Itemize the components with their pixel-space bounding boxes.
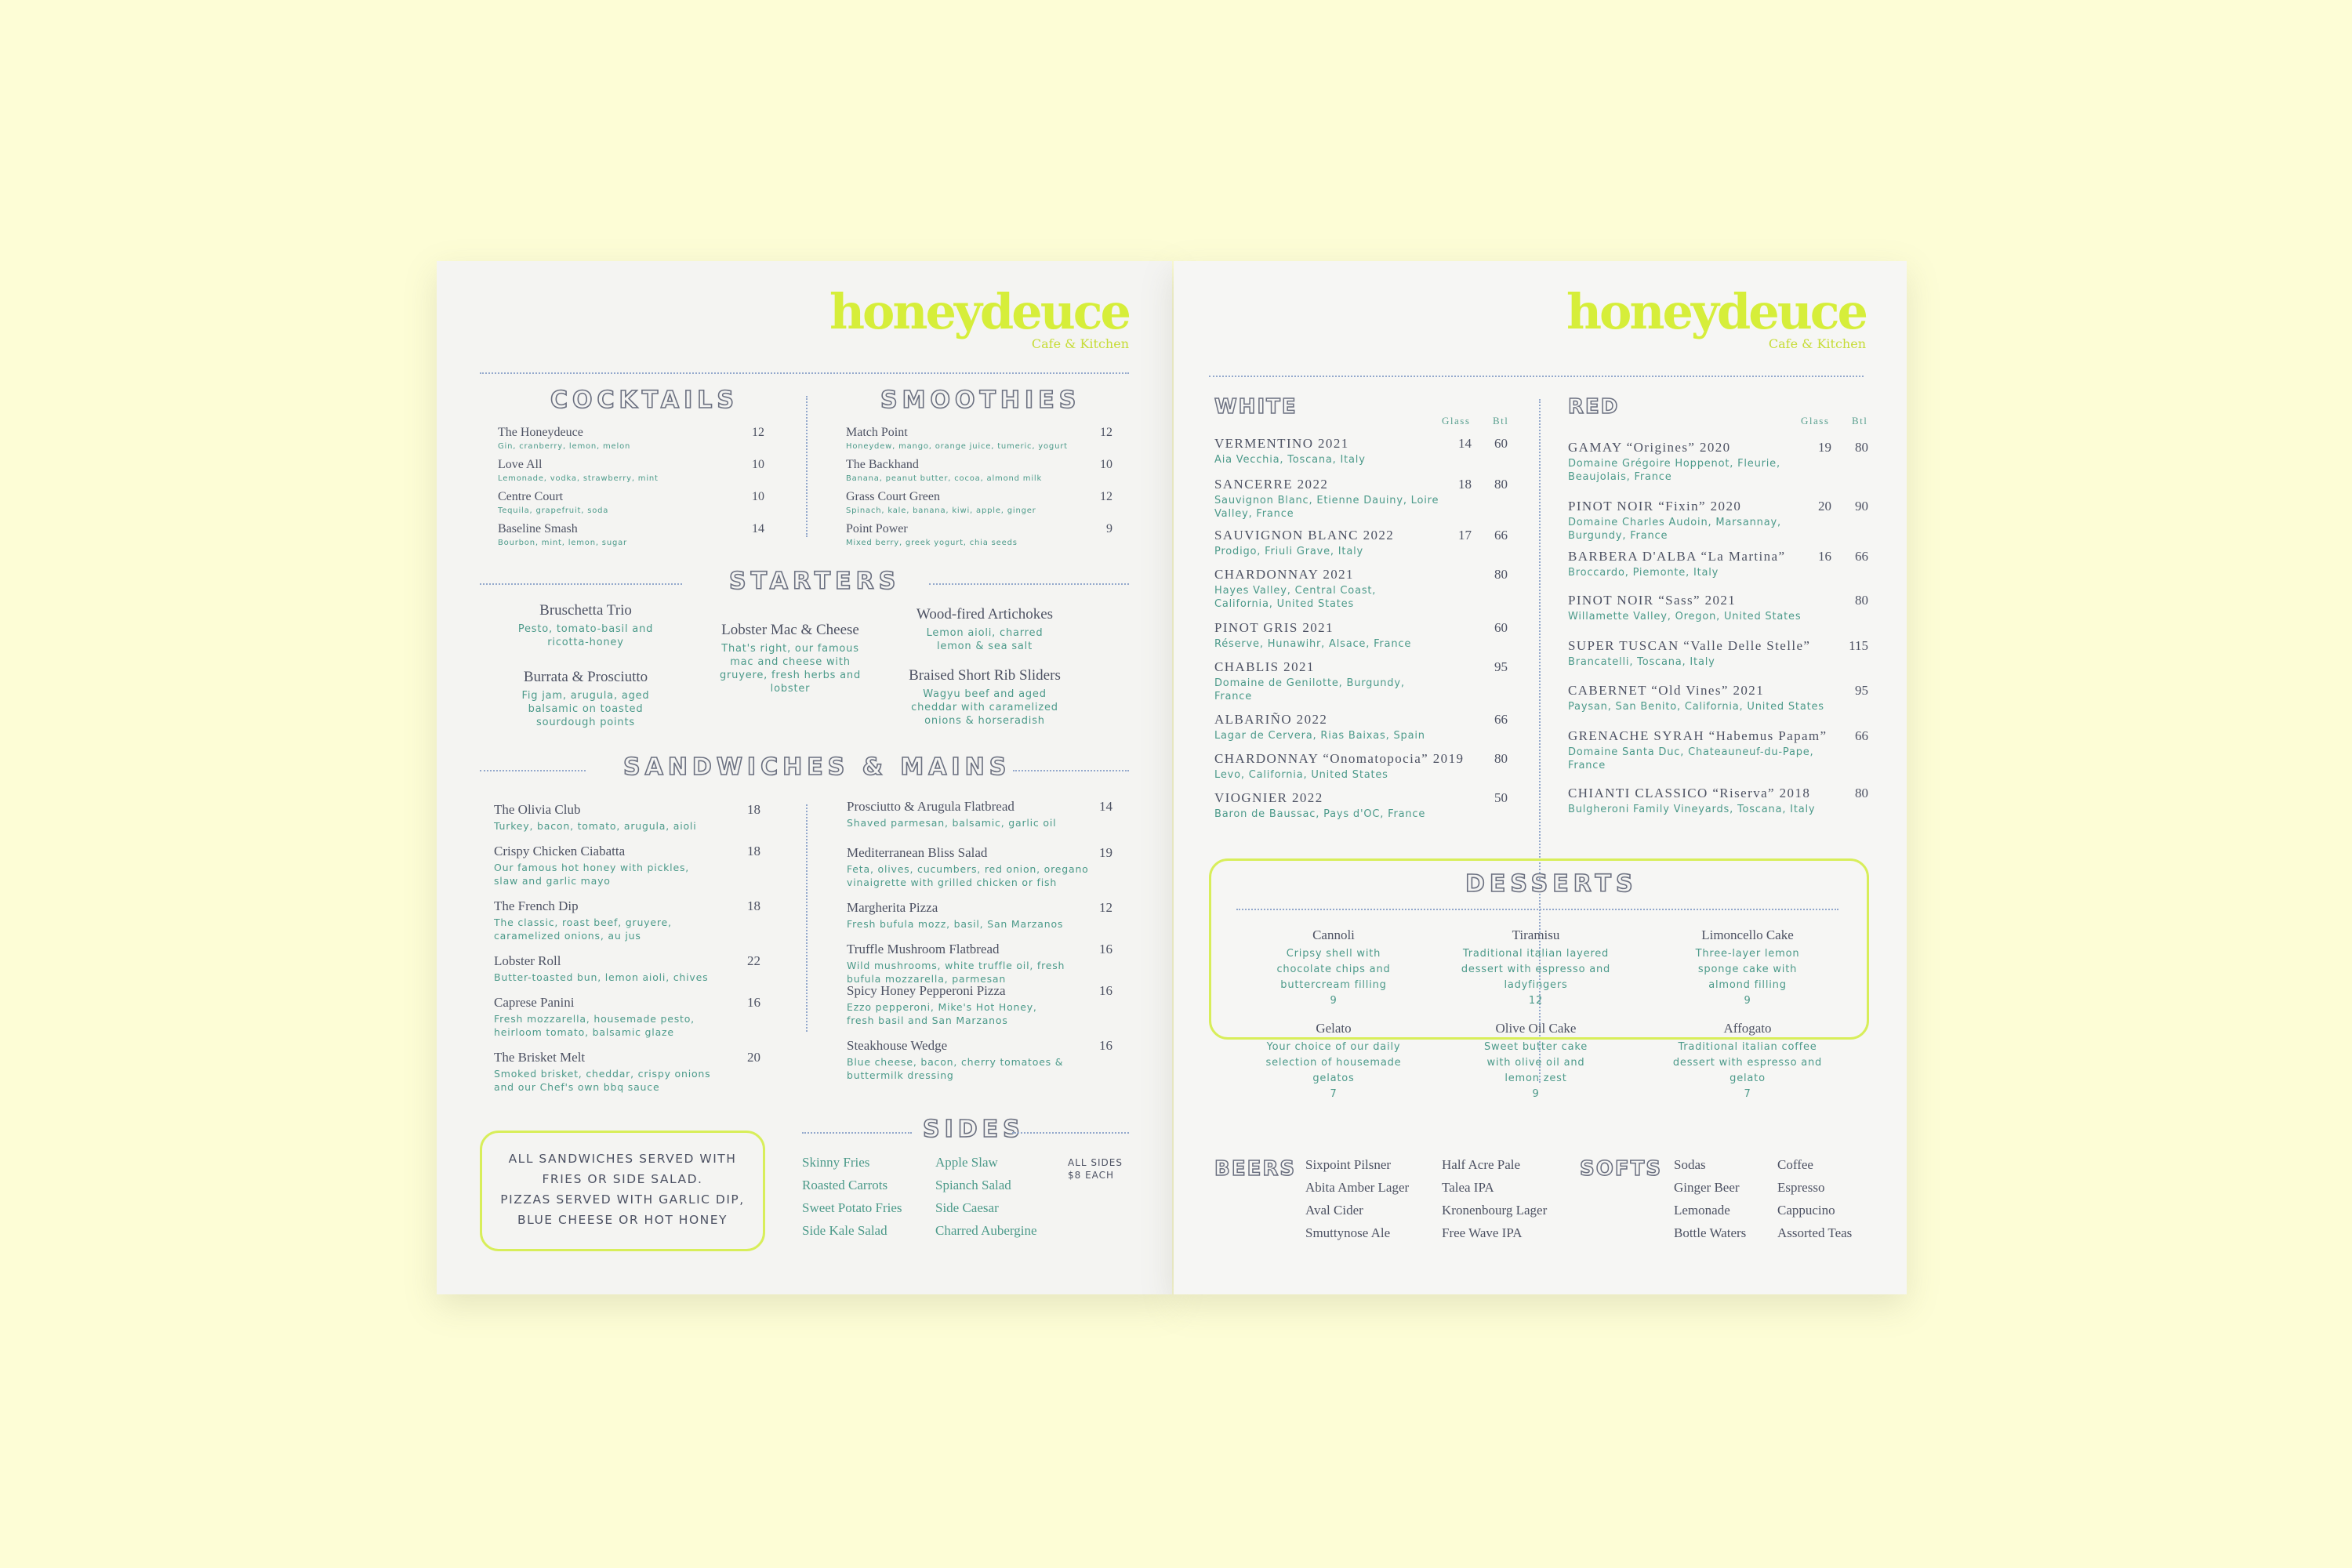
dessert-description: Sweet butter cake: [1483, 1041, 1588, 1053]
item-name: Mediterranean Bliss Salad: [847, 845, 988, 860]
sides-note-line: ALL SIDES: [1068, 1157, 1123, 1168]
wine-bottle-price: 90: [1855, 499, 1868, 514]
wine-bottle-price: 80: [1855, 593, 1868, 608]
item-price: 12: [1100, 426, 1112, 439]
dessert-name: Cannoli: [1312, 927, 1355, 942]
serving-note: [482, 1133, 763, 1230]
divider: [1236, 909, 1838, 910]
menu-page-food: [437, 261, 1172, 1294]
item-price: 19: [1099, 845, 1112, 860]
item-name: Margherita Pizza: [847, 900, 938, 915]
dessert-description: Three-layer lemon: [1695, 948, 1800, 960]
wine-name: CHIANTI CLASSICO “Riserva” 2018: [1568, 786, 1811, 800]
dessert-description: dessert with espresso and: [1672, 1057, 1823, 1069]
section-title-mains: SANDWICHES & MAINS: [623, 753, 1011, 781]
item-price: 18: [747, 844, 760, 858]
wine-bottle-price: 60: [1494, 436, 1508, 451]
brand-tagline: Cafe & Kitchen: [1768, 336, 1866, 351]
item-description: Our famous hot honey with pickles,: [494, 862, 690, 873]
dessert-name: Olive Oil Cake: [1495, 1021, 1577, 1036]
item-price: 18: [747, 802, 760, 817]
brand-block: [1566, 283, 1866, 351]
item-name: Steakhouse Wedge: [847, 1038, 948, 1053]
dessert-description: Traditional italian layered: [1462, 948, 1610, 960]
wine-description: Burgundy, France: [1568, 530, 1668, 542]
wine-name: PINOT GRIS 2021: [1214, 620, 1334, 635]
section-title-beers: BEERS: [1214, 1157, 1297, 1181]
dessert-description: sponge cake with: [1697, 964, 1798, 975]
wine-bottle-price: 95: [1855, 683, 1868, 698]
starter-description: That's right, our famous: [721, 643, 859, 655]
wine-description: Domaine Grégoire Hoppenot, Fleurie,: [1568, 458, 1780, 470]
item-description: slaw and garlic mayo: [494, 875, 611, 887]
serving-note-line: FRIES OR SIDE SALAD.: [542, 1172, 703, 1186]
wine-bottle-price: 66: [1855, 728, 1868, 743]
starter-name: Lobster Mac & Cheese: [721, 622, 859, 638]
wine-bottle-price: 80: [1494, 477, 1508, 492]
drink-item: Bottle Waters: [1674, 1225, 1747, 1240]
dessert-description: Traditional italian coffee: [1678, 1041, 1817, 1053]
item-description: Mixed berry, greek yogurt, chia seeds: [846, 539, 1018, 547]
item-description: Spinach, kale, banana, kiwi, apple, ginger: [846, 506, 1036, 515]
dessert-price: 9: [1330, 995, 1338, 1007]
menu-page-drinks: [1174, 261, 1907, 1294]
wine-name: CHABLIS 2021: [1214, 659, 1315, 674]
dessert-price: 7: [1744, 1088, 1751, 1100]
wine-description: Aia Vecchia, Toscana, Italy: [1214, 454, 1366, 466]
dessert-description: Your choice of our daily: [1266, 1041, 1401, 1053]
dessert-name: Affogato: [1723, 1021, 1772, 1036]
drink-item: Sixpoint Pilsner: [1305, 1157, 1392, 1172]
item-description: Ezzo pepperoni, Mike's Hot Honey,: [847, 1001, 1037, 1013]
starter-description: lobster: [770, 683, 811, 695]
starter-description: onions & horseradish: [924, 715, 1045, 727]
drink-item: Lemonade: [1674, 1203, 1730, 1218]
item-name: Truffle Mushroom Flatbread: [847, 942, 1000, 956]
brand-logo: honeydeuce: [829, 283, 1129, 340]
wine-name: PINOT NOIR “Sass” 2021: [1568, 593, 1737, 608]
wine-name: CHARDONNAY 2021: [1214, 567, 1354, 582]
item-price: 12: [1099, 900, 1112, 915]
divider: [1013, 770, 1129, 771]
wine-description: Baron de Baussac, Pays d'OC, France: [1214, 808, 1426, 820]
drink-item: Cappucino: [1777, 1203, 1835, 1218]
wine-name: GAMAY “Origines” 2020: [1568, 440, 1731, 455]
starter-description: lemon & sea salt: [937, 641, 1033, 652]
drink-item: Kronenbourg Lager: [1442, 1203, 1548, 1218]
wine-description: Domaine Santa Duc, Chateauneuf-du-Pape,: [1568, 746, 1814, 758]
bottle-header: Btl: [1852, 415, 1868, 426]
starter-name: Bruschetta Trio: [539, 602, 632, 619]
wine-name: ALBARIÑO 2022: [1214, 712, 1328, 727]
dessert-description: buttercream filling: [1280, 979, 1387, 991]
drink-item: Espresso: [1777, 1180, 1825, 1195]
glass-header: Glass: [1801, 415, 1830, 426]
wine-description: France: [1568, 760, 1606, 771]
wine-name: SAUVIGNON BLANC 2022: [1214, 528, 1395, 543]
wine-description: France: [1214, 691, 1253, 702]
item-description: Bourbon, mint, lemon, sugar: [498, 539, 627, 547]
item-price: 10: [752, 490, 764, 503]
item-price: 12: [752, 426, 764, 439]
item-description: Shaved parmesan, balsamic, garlic oil: [847, 817, 1057, 829]
wine-glass-price: 14: [1458, 436, 1472, 451]
brand-tagline: Cafe & Kitchen: [1031, 336, 1129, 351]
divider: [1012, 1132, 1129, 1134]
item-price: 20: [747, 1050, 760, 1065]
starter-description: Fig jam, arugula, aged: [521, 690, 650, 702]
item-name: Match Point: [846, 426, 908, 439]
bottle-header: Btl: [1493, 415, 1509, 426]
item-description: Smoked brisket, cheddar, crispy onions: [494, 1068, 711, 1080]
wine-description: Bulgheroni Family Vineyards, Toscana, Italy: [1568, 804, 1816, 815]
drink-item: Free Wave IPA: [1442, 1225, 1523, 1240]
wine-name: BARBERA D'ALBA “La Martina”: [1568, 549, 1786, 564]
section-title-sides: SIDES: [923, 1116, 1025, 1143]
wine-name: VERMENTINO 2021: [1214, 436, 1349, 451]
starter-description: mac and cheese with: [730, 656, 851, 668]
section-title-red: RED: [1568, 395, 1620, 419]
dessert-description: Cripsy shell with: [1286, 948, 1381, 960]
item-name: Caprese Panini: [494, 995, 575, 1010]
starter-description: sourdough points: [536, 717, 635, 728]
starter-description: cheddar with caramelized: [911, 702, 1058, 713]
item-description: Banana, peanut butter, cocoa, almond milk: [846, 474, 1043, 483]
wine-description: Domaine de Genilotte, Burgundy,: [1214, 677, 1405, 689]
dessert-description: with olive oil and: [1486, 1057, 1585, 1069]
item-name: Prosciutto & Arugula Flatbread: [847, 799, 1014, 814]
wine-description: Paysan, San Benito, California, United States: [1568, 701, 1824, 713]
dessert-price: 7: [1330, 1088, 1338, 1100]
item-description: and our Chef's own bbq sauce: [494, 1081, 660, 1093]
starter-description: gruyere, fresh herbs and: [719, 670, 862, 681]
dessert-description: gelatos: [1312, 1073, 1355, 1084]
item-description: The classic, roast beef, gruyere,: [494, 916, 672, 928]
item-name: Crispy Chicken Ciabatta: [494, 844, 626, 858]
dessert-description: almond filling: [1708, 979, 1787, 991]
brand-block: [829, 283, 1129, 351]
starter-description: Pesto, tomato-basil and: [517, 623, 654, 635]
divider: [480, 372, 1129, 374]
wine-description: Broccardo, Piemonte, Italy: [1568, 567, 1719, 579]
side-item: Side Kale Salad: [802, 1223, 887, 1238]
wine-bottle-price: 60: [1494, 620, 1508, 635]
dessert-price: 9: [1532, 1088, 1540, 1100]
item-description: bufula mozzarella, parmesan: [847, 973, 1007, 985]
item-price: 9: [1106, 522, 1112, 535]
wine-bottle-price: 66: [1494, 712, 1508, 727]
drink-item: Talea IPA: [1442, 1180, 1494, 1195]
drink-item: Ginger Beer: [1674, 1180, 1740, 1195]
section-title-smoothies: SMOOTHIES: [880, 387, 1081, 414]
item-description: vinaigrette with grilled chicken or fish: [847, 877, 1058, 888]
wine-bottle-price: 115: [1849, 638, 1868, 653]
wine-description: Beaujolais, France: [1568, 471, 1672, 483]
side-item: Side Caesar: [935, 1200, 999, 1215]
item-price: 18: [747, 898, 760, 913]
divider: [806, 396, 808, 537]
side-item: Sweet Potato Fries: [802, 1200, 902, 1215]
wine-name: SANCERRE 2022: [1214, 477, 1329, 492]
drink-item: Sodas: [1674, 1157, 1706, 1172]
starter-description: ricotta-honey: [547, 637, 624, 648]
item-name: Love All: [498, 458, 543, 471]
item-name: The French Dip: [494, 898, 579, 913]
drink-item: Half Acre Pale: [1442, 1157, 1521, 1172]
wine-bottle-price: 80: [1494, 567, 1508, 582]
wine-name: PINOT NOIR “Fixin” 2020: [1568, 499, 1742, 514]
sides-note-line: $8 EACH: [1068, 1170, 1115, 1181]
item-description: Lemonade, vodka, strawberry, mint: [498, 474, 659, 483]
item-description: Fresh bufula mozz, basil, San Marzanos: [847, 918, 1064, 930]
starter-name: Wood-fired Artichokes: [916, 606, 1054, 622]
item-name: Baseline Smash: [498, 522, 578, 535]
drink-item: Aval Cider: [1305, 1203, 1363, 1218]
drink-item: Assorted Teas: [1777, 1225, 1853, 1240]
wine-description: Brancatelli, Toscana, Italy: [1568, 656, 1715, 668]
item-name: The Backhand: [846, 458, 919, 471]
wine-description: Réserve, Hunawihr, Alsace, France: [1214, 638, 1412, 650]
starter-description: Wagyu beef and aged: [923, 688, 1047, 700]
item-description: Butter-toasted bun, lemon aioli, chives: [494, 971, 709, 983]
section-title-desserts: DESSERTS: [1465, 870, 1638, 898]
item-description: Honeydew, mango, orange juice, tumeric, yogurt: [846, 442, 1068, 451]
wine-bottle-price: 80: [1855, 786, 1868, 800]
item-price: 10: [1100, 458, 1112, 471]
drink-item: Abita Amber Lager: [1305, 1180, 1410, 1195]
wine-description: Hayes Valley, Central Coast,: [1214, 585, 1377, 597]
wine-description: Willamette Valley, Oregon, United States: [1568, 611, 1802, 622]
item-name: The Honeydeuce: [498, 426, 583, 439]
item-name: Lobster Roll: [494, 953, 561, 968]
wine-description: Levo, California, United States: [1214, 769, 1388, 781]
item-description: fresh basil and San Marzanos: [847, 1014, 1008, 1026]
item-description: heirloom tomato, balsamic glaze: [494, 1026, 674, 1038]
brand-logo: honeydeuce: [1566, 283, 1866, 340]
wine-glass-price: 20: [1818, 499, 1831, 514]
wine-description: Valley, France: [1214, 508, 1294, 520]
wine-glass-price: 17: [1458, 528, 1472, 543]
wine-name: CABERNET “Old Vines” 2021: [1568, 683, 1765, 698]
item-price: 22: [747, 953, 760, 968]
wine-description: Sauvignon Blanc, Etienne Dauiny, Loire: [1214, 495, 1439, 506]
item-price: 10: [752, 458, 764, 471]
item-name: The Brisket Melt: [494, 1050, 586, 1065]
wine-glass-price: 19: [1818, 440, 1831, 455]
wine-description: Lagar de Cervera, Rias Baixas, Spain: [1214, 730, 1425, 742]
serving-note-line: PIZZAS SERVED WITH GARLIC DIP,: [500, 1192, 745, 1207]
dessert-description: lemon zest: [1504, 1073, 1567, 1084]
item-name: Point Power: [846, 522, 908, 535]
wine-glass-price: 16: [1818, 549, 1831, 564]
dessert-description: ladyfingers: [1504, 979, 1568, 991]
dessert-name: Tiramisu: [1512, 927, 1560, 942]
item-price: 12: [1100, 490, 1112, 503]
drink-item: Smuttynose Ale: [1305, 1225, 1391, 1240]
dessert-description: selection of housemade: [1265, 1057, 1402, 1069]
item-price: 16: [1099, 1038, 1112, 1053]
item-description: buttermilk dressing: [847, 1069, 954, 1081]
wine-bottle-price: 80: [1855, 440, 1868, 455]
side-item: Roasted Carrots: [802, 1178, 888, 1192]
divider: [480, 770, 586, 771]
section-title-starters: STARTERS: [729, 568, 901, 595]
item-description: Blue cheese, bacon, cherry tomatoes &: [847, 1056, 1064, 1068]
item-name: Grass Court Green: [846, 490, 940, 503]
item-description: Gin, cranberry, lemon, melon: [498, 442, 631, 451]
item-price: 16: [747, 995, 760, 1010]
item-description: Turkey, bacon, tomato, arugula, aioli: [494, 820, 697, 832]
wine-name: SUPER TUSCAN “Valle Delle Stelle”: [1568, 638, 1811, 653]
starter-description: Lemon aioli, charred: [926, 627, 1044, 639]
wine-name: VIOGNIER 2022: [1214, 790, 1323, 805]
divider: [802, 1132, 912, 1134]
item-name: The Olivia Club: [494, 802, 581, 817]
wine-bottle-price: 95: [1494, 659, 1508, 674]
divider: [929, 583, 1129, 585]
item-price: 14: [752, 522, 764, 535]
divider: [806, 804, 808, 1032]
serving-note-line: ALL SANDWICHES SERVED WITH: [508, 1152, 737, 1166]
dessert-name: Gelato: [1316, 1021, 1352, 1036]
item-price: 16: [1099, 983, 1112, 998]
dessert-price: 12: [1528, 995, 1544, 1007]
drink-item: Coffee: [1777, 1157, 1813, 1172]
side-item: Spianch Salad: [935, 1178, 1011, 1192]
divider: [480, 583, 682, 585]
glass-header: Glass: [1442, 415, 1471, 426]
wine-name: GRENACHE SYRAH “Habemus Papam”: [1568, 728, 1828, 743]
wine-bottle-price: 50: [1494, 790, 1508, 805]
divider: [1209, 376, 1864, 377]
side-item: Apple Slaw: [935, 1155, 998, 1170]
section-title-white: WHITE: [1214, 395, 1298, 419]
wine-description: Prodigo, Friuli Grave, Italy: [1214, 546, 1363, 557]
side-item: Charred Aubergine: [935, 1223, 1037, 1238]
dessert-name: Limoncello Cake: [1701, 927, 1794, 942]
section-title-softs: SOFTS: [1580, 1157, 1663, 1181]
starter-description: balsamic on toasted: [528, 703, 644, 715]
dessert-description: dessert with espresso and: [1461, 964, 1611, 975]
section-title-cocktails: COCKTAILS: [550, 387, 739, 414]
item-price: 16: [1099, 942, 1112, 956]
dessert-description: gelato: [1730, 1073, 1766, 1084]
starter-name: Braised Short Rib Sliders: [909, 667, 1061, 684]
serving-note-box: [480, 1131, 765, 1251]
wine-description: Domaine Charles Audoin, Marsannay,: [1568, 517, 1781, 528]
wine-bottle-price: 66: [1855, 549, 1868, 564]
item-description: caramelized onions, au jus: [494, 930, 641, 942]
item-name: Spicy Honey Pepperoni Pizza: [847, 983, 1006, 998]
serving-note-line: BLUE CHEESE OR HOT HONEY: [517, 1213, 728, 1227]
wine-glass-price: 18: [1458, 477, 1472, 492]
wine-bottle-price: 80: [1494, 751, 1508, 766]
dessert-price: 9: [1744, 995, 1751, 1007]
item-description: Wild mushrooms, white truffle oil, fresh: [847, 960, 1065, 971]
wine-bottle-price: 66: [1494, 528, 1508, 543]
sides-price-note: [1068, 1156, 1123, 1181]
item-name: Centre Court: [498, 490, 564, 503]
side-item: Skinny Fries: [802, 1155, 870, 1170]
wine-name: CHARDONNAY “Onomatopocia” 2019: [1214, 751, 1465, 766]
item-description: Tequila, grapefruit, soda: [498, 506, 609, 515]
item-description: Feta, olives, cucumbers, red onion, oregano: [847, 863, 1089, 875]
item-price: 14: [1099, 799, 1112, 814]
wine-description: California, United States: [1214, 598, 1355, 610]
item-description: Fresh mozzarella, housemade pesto,: [494, 1013, 695, 1025]
starter-name: Burrata & Prosciutto: [523, 669, 648, 685]
dessert-description: chocolate chips and: [1276, 964, 1391, 975]
